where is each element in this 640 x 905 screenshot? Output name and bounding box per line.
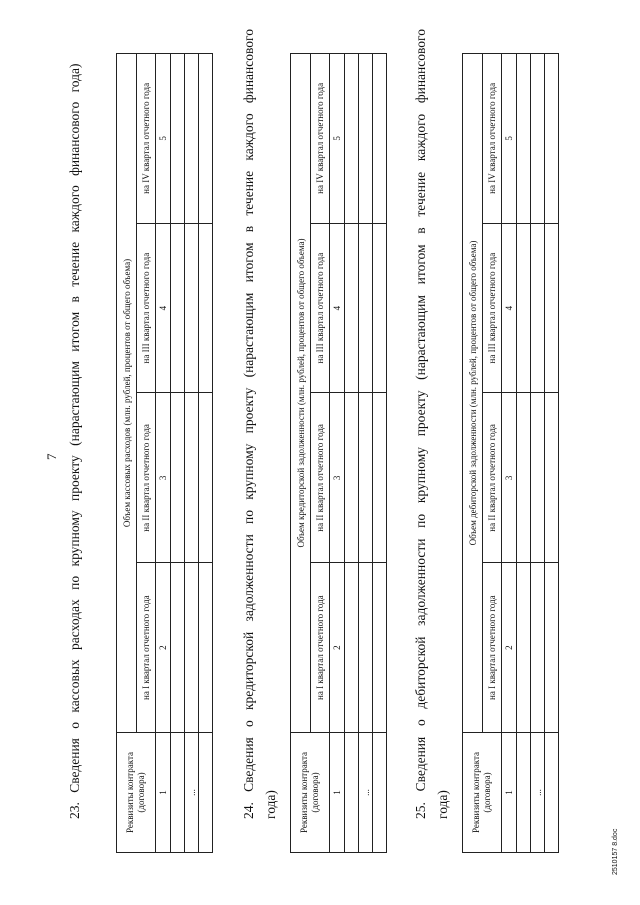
q3-header: на III квартал отчетного года (137, 223, 156, 393)
ellipsis-cell: ... (185, 733, 199, 853)
col-number: 1 (330, 733, 345, 853)
group-header: Объем дебиторской задолженности (млн. рублей, процентов от общего объема) (463, 54, 483, 733)
q4-header: на IV квартал отчетного года (137, 54, 156, 224)
q2-header: на II квартал отчетного года (311, 393, 330, 563)
q1-header: на I квартал отчетного года (137, 563, 156, 733)
file-name-footer: 2510157 8.doc (612, 828, 619, 875)
col-number: 5 (156, 54, 171, 224)
col-number: 5 (502, 54, 517, 224)
q2-header: на II квартал отчетного года (137, 393, 156, 563)
col-number: 3 (330, 393, 345, 563)
col-number: 3 (156, 393, 171, 563)
ellipsis-cell: ... (531, 733, 545, 853)
col-number: 4 (156, 223, 171, 393)
q4-header: на IV квартал отчетного года (311, 54, 330, 224)
section-25-heading: 25. Сведения о дебиторской задолженности по крупному проекту (нарастающим итогом в течение каждого финансового года) (413, 29, 450, 819)
table-cell (199, 733, 213, 853)
group-header: Объем кассовых расходов (млн. рублей, процентов от общего объема) (117, 54, 137, 733)
col-number: 2 (330, 563, 345, 733)
q1-header: на I квартал отчетного года (483, 563, 502, 733)
group-header: Объем кредиторской задолженности (млн. рублей, процентов от общего объема) (291, 54, 311, 733)
q4-header: на IV квартал отчетного года (483, 54, 502, 224)
table-cell (345, 733, 359, 853)
table-cell (545, 733, 559, 853)
col-number: 2 (502, 563, 517, 733)
q3-header: на III квартал отчетного года (483, 223, 502, 393)
table-cell (171, 733, 185, 853)
section-24-table (290, 53, 387, 853)
col-number: 1 (156, 733, 171, 853)
rekv-header: Реквизиты контракта (договора) (117, 733, 156, 853)
col-number: 1 (502, 733, 517, 853)
section-23-heading: 23. Сведения о кассовых расходах по крупному проекту (нарастающим итогом в течение каждого финансового года) (67, 63, 82, 819)
q1-header: на I квартал отчетного года (311, 563, 330, 733)
q2-header: на II квартал отчетного года (483, 393, 502, 563)
col-number: 2 (156, 563, 171, 733)
col-number: 4 (502, 223, 517, 393)
col-number: 5 (330, 54, 345, 224)
page-number: 7 (44, 453, 59, 460)
rekv-header: Реквизиты контракта (договора) (463, 733, 502, 853)
q3-header: на III квартал отчетного года (311, 223, 330, 393)
rekv-header: Реквизиты контракта (договора) (291, 733, 330, 853)
col-number: 3 (502, 393, 517, 563)
ellipsis-cell: ... (359, 733, 373, 853)
table-cell (517, 733, 531, 853)
table-cell (373, 733, 387, 853)
section-25-table (462, 53, 559, 853)
col-number: 4 (330, 223, 345, 393)
section-24-heading: 24. Сведения о кредиторской задолженности по крупному проекту (нарастающим итогом в течение каждого финансового года) (241, 29, 278, 819)
section-23-table (116, 53, 213, 853)
